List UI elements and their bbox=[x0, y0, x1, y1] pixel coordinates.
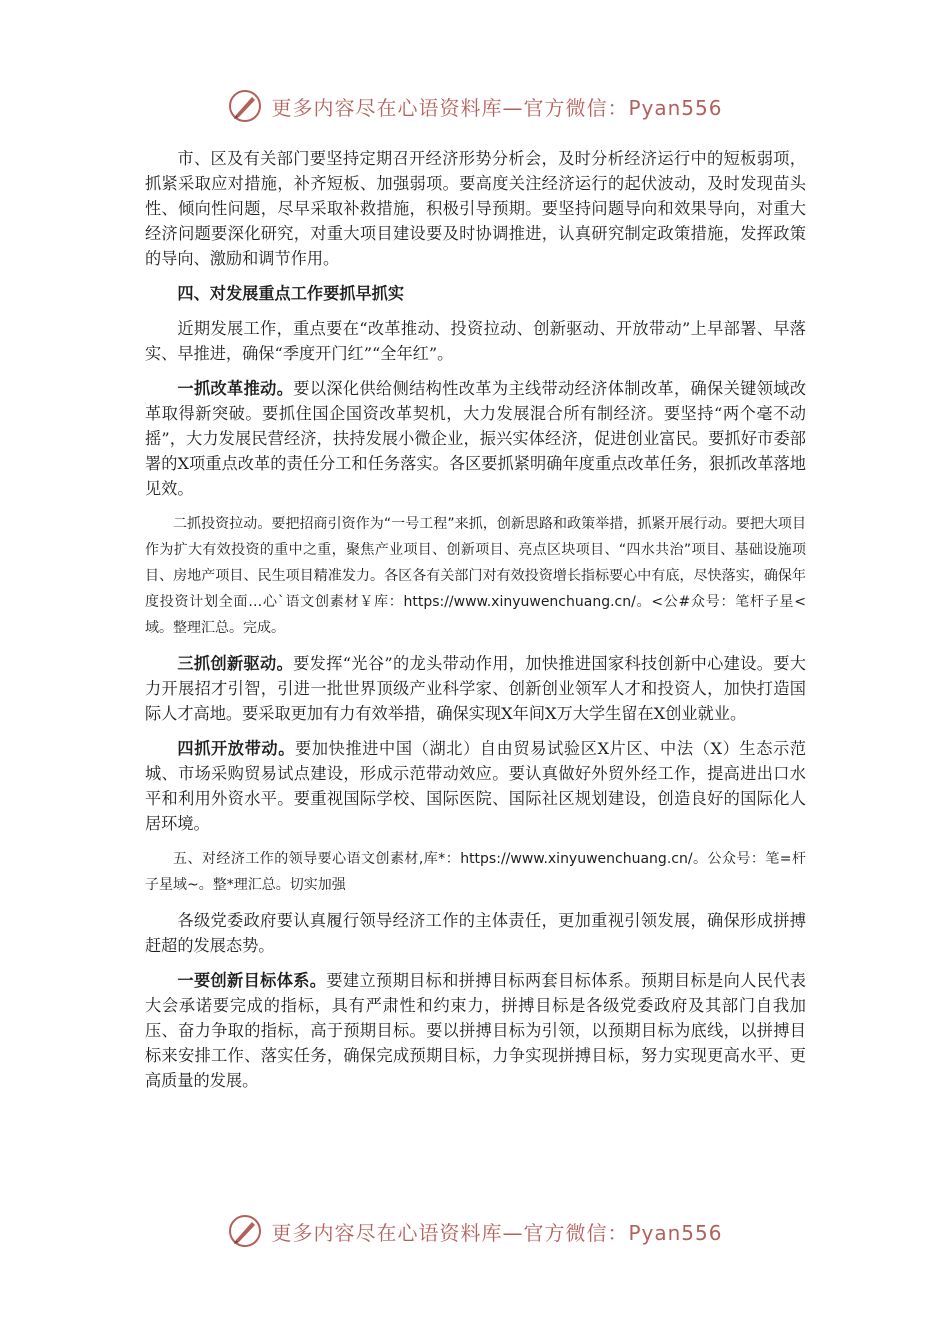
paragraph: 二抓投资拉动。要把招商引资作为“一号工程”来抓，创新思路和政策举措，抓紧开展行动。要把大项目作为扩大有效投资的重中之重，聚焦产业项目、创新项目、亮点区块项目、“四水共治”项目、基础设施项目、房地产项目、民生项目精准发力。各区各有关部门对有效投资增长指标要心中有底，尽快落实，确保年度投资计划全面…心`语文创素材￥库：https://www.xinyuwenchuang.cn/。<公#众号：笔杆子星<域。整理汇总。完成。 bbox=[145, 516, 806, 636]
paragraph-text: 要发挥“光谷”的龙头带动作用，加快推进国家科技创新中心建设。要大力开展招才引智，引进一批世界顶级产业科学家、创新创业领军人才和投资人，加快打造国际人才高地。要采取更加有力有效举措，确保实现X年间X万大学生留在X创业就业。 bbox=[145, 654, 806, 723]
paragraph bbox=[145, 651, 806, 726]
paragraph: 五、对经济工作的领导要心语文创素材,库*：https://www.xinyuwenchuang.cn/。公众号：笔=杆子星域~。整*理汇总。切实加强 bbox=[145, 851, 806, 893]
paragraph: 市、区及有关部门要坚持定期召开经济形势分析会，及时分析经济运行中的短板弱项，抓紧采取应对措施，补齐短板、加强弱项。要高度关注经济运行的起伏波动，及时发现苗头性、倾向性问题，尽早采取补救措施，积极引导预期。要坚持问题导向和效果导向，对重大经济问题要深化研究，对重大项目建设要及时协调推进，认真研究制定政策措施，发挥政策的导向、激励和调节作用。 bbox=[145, 149, 806, 268]
footer-banner bbox=[0, 1211, 950, 1251]
paragraph-text: 要加快推进中国（湖北）自由贸易试验区X片区、中法（X）生态示范城、市场采购贸易试点建设，形成示范带动效应。要认真做好外贸外经工作，提高进出口水平和利用外资水平。要重视国际学校、国际医院、国际社区规划建设，创造良好的国际化人居环境。 bbox=[145, 739, 807, 833]
paragraph: 近期发展工作，重点要在“改革推动、投资拉动、创新驱动、开放带动”上早部署、早落实、早推进，确保“季度开门红”“全年红”。 bbox=[145, 319, 806, 363]
paragraph bbox=[145, 968, 806, 1093]
paragraph-text: 要以深化供给侧结构性改革为主线带动经济体制改革，确保关键领域改革取得新突破。要抓住国企国资改革契机，大力发展混合所有制经济。要坚持“两个毫不动摇”，大力发展民营经济，扶持发展小微企业，振兴实体经济，促进创业富民。要抓好市委部署的X项重点改革的责任分工和任务落实。各区要抓紧明确年度重点改革任务，狠抓改革落地见效。 bbox=[145, 379, 807, 498]
paragraph bbox=[145, 376, 806, 501]
paragraph-text: 要建立预期目标和拼搏目标两套目标体系。预期目标是向人民代表大会承诺要完成的指标，具有严肃性和约束力，拼搏目标是各级党委政府及其部门自我加压、奋力争取的指标，高于预期目标。要以拼搏目标为引领，以预期目标为底线，以拼搏目标来安排工作、落实任务，确保完成预期目标，力争实现拼搏目标，努力实现更高水平、更高质量的发展。 bbox=[145, 971, 806, 1090]
bold-lead: 一要创新目标体系。 bbox=[177, 971, 327, 990]
bold-lead: 三抓创新驱动。 bbox=[177, 654, 294, 673]
header-banner bbox=[0, 86, 950, 126]
pen-logo-icon bbox=[227, 1213, 263, 1249]
document-body bbox=[145, 146, 806, 1093]
section-heading: 四、对发展重点工作要抓早抓实 bbox=[177, 284, 405, 303]
header-text: 更多内容尽在心语资料库—官方微信：Pyan556 bbox=[271, 95, 723, 120]
paragraph: 各级党委政府要认真履行领导经济工作的主体责任，更加重视引领发展，确保形成拼搏赶超的发展态势。 bbox=[145, 911, 806, 955]
pen-logo-icon bbox=[227, 88, 263, 124]
bold-lead: 四抓开放带动。 bbox=[177, 739, 296, 758]
footer-text: 更多内容尽在心语资料库—官方微信：Pyan556 bbox=[271, 1220, 723, 1245]
bold-lead: 一抓改革推动。 bbox=[177, 379, 294, 398]
paragraph bbox=[145, 736, 806, 836]
